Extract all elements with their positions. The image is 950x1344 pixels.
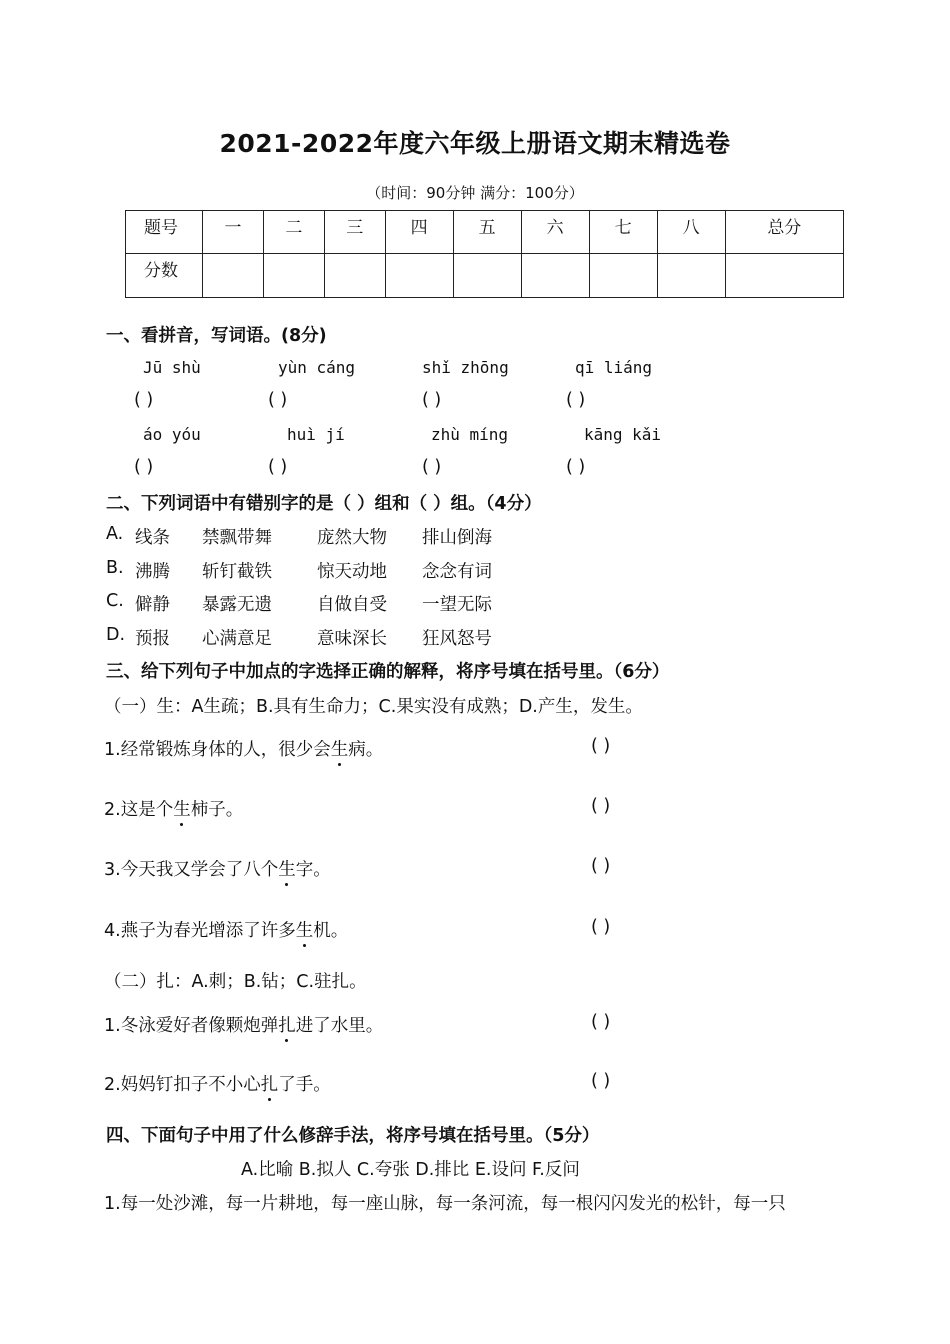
option-label: A.	[106, 524, 124, 544]
score-cell[interactable]	[324, 254, 385, 298]
question-text: 1.冬泳爱好者像颗炮弹	[104, 1016, 279, 1036]
option-word: 意味深长	[317, 629, 387, 649]
option-word: 预报	[135, 629, 170, 649]
dotted-char: 生	[173, 796, 191, 821]
answer-blank[interactable]: ( )	[591, 1012, 611, 1032]
pinyin: yùn cáng	[278, 358, 356, 377]
question-text: 柿子。	[190, 800, 244, 820]
pinyin: kāng kǎi	[584, 425, 662, 444]
exam-info: （时间：90分钟 满分：100分）	[366, 184, 584, 202]
option-label: B.	[106, 558, 124, 578]
answer-blank[interactable]: ( )	[591, 917, 611, 937]
score-table	[125, 210, 844, 298]
score-header-cell: 二	[263, 211, 324, 254]
option-word: 狂风怒号	[422, 629, 492, 649]
pinyin: zhù míng	[431, 425, 509, 444]
score-row-label: 分数	[126, 254, 203, 298]
question-text: 病。	[348, 740, 384, 760]
option-word: 一望无际	[422, 595, 492, 615]
answer-blank[interactable]: ( )	[591, 1071, 611, 1091]
question-text: 2.这是个	[104, 800, 174, 820]
score-header-cell: 四	[385, 211, 453, 254]
answer-blank[interactable]: ( )	[134, 390, 154, 410]
section-3-heading: 三、给下列句子中加点的字选择正确的解释，将序号填在括号里。（6分）	[106, 662, 670, 682]
option-word: 自做自受	[317, 595, 387, 615]
score-cell[interactable]	[725, 254, 843, 298]
question-text: 了手。	[278, 1075, 331, 1095]
question-item	[104, 1071, 331, 1096]
question-text: 3.今天我又学会了八个	[104, 860, 279, 880]
score-cell[interactable]	[263, 254, 324, 298]
option-word: 排山倒海	[422, 528, 492, 548]
option-word: 线条	[135, 528, 170, 548]
option-word: 沸腾	[135, 562, 170, 582]
question-text: 2.妈妈钉扣子不小心	[104, 1075, 261, 1095]
answer-blank[interactable]: ( )	[566, 390, 586, 410]
option-word: 斩钉截铁	[202, 562, 272, 582]
score-header-cell: 题号	[126, 211, 203, 254]
option-word: 念念有词	[422, 562, 492, 582]
score-cell[interactable]	[589, 254, 657, 298]
question-text: 1.经常锻炼身体的人，很少会	[104, 740, 331, 760]
score-header-cell: 一	[203, 211, 264, 254]
part-2-intro: （二）扎：A.刺；B.钻；C.驻扎。	[104, 972, 367, 992]
answer-blank[interactable]: ( )	[591, 736, 611, 756]
pinyin: huì jí	[287, 425, 345, 444]
option-word: 僻静	[135, 595, 170, 615]
option-label: D.	[106, 625, 126, 645]
question-text: 字。	[295, 860, 331, 880]
option-label: C.	[106, 591, 124, 611]
option-word: 庞然大物	[317, 528, 387, 548]
option-word: 禁飘带舞	[202, 528, 272, 548]
dotted-char: 生	[331, 736, 349, 761]
question-item	[104, 796, 243, 821]
answer-blank[interactable]: ( )	[422, 457, 442, 477]
score-cell[interactable]	[203, 254, 264, 298]
pinyin: áo yóu	[143, 425, 201, 444]
question-text: 4.燕子为春光增添了许多	[104, 921, 296, 941]
question-item	[104, 917, 348, 942]
score-header-cell: 五	[453, 211, 521, 254]
pinyin: Jū shù	[143, 358, 201, 377]
dotted-char: 生	[278, 856, 296, 881]
question-text: 进了水里。	[295, 1016, 384, 1036]
answer-blank[interactable]: ( )	[591, 856, 611, 876]
section-1-heading: 一、看拼音，写词语。(8分)	[106, 326, 327, 346]
option-word: 心满意足	[202, 629, 272, 649]
score-cell[interactable]	[521, 254, 589, 298]
section-4-heading: 四、下面句子中用了什么修辞手法，将序号填在括号里。（5分）	[106, 1126, 600, 1146]
answer-blank[interactable]: ( )	[591, 796, 611, 816]
dotted-char: 生	[296, 917, 314, 942]
score-header-cell: 七	[589, 211, 657, 254]
answer-blank[interactable]: ( )	[268, 457, 288, 477]
score-cell[interactable]	[453, 254, 521, 298]
score-header-cell: 八	[657, 211, 725, 254]
dotted-char: 扎	[261, 1071, 279, 1096]
score-cell[interactable]	[385, 254, 453, 298]
question-item	[104, 736, 383, 761]
rhetoric-choices: A.比喻 B.拟人 C.夸张 D.排比 E.设问 F.反问	[241, 1160, 580, 1180]
pinyin: qī liáng	[575, 358, 653, 377]
score-header-cell: 三	[324, 211, 385, 254]
question-item	[104, 856, 331, 881]
page-title: 2021-2022年度六年级上册语文期末精选卷	[219, 129, 731, 158]
score-header-cell: 六	[521, 211, 589, 254]
pinyin: shǐ zhōng	[422, 358, 509, 377]
score-cell[interactable]	[657, 254, 725, 298]
question-item	[104, 1012, 383, 1037]
answer-blank[interactable]: ( )	[134, 457, 154, 477]
score-header-cell: 总分	[725, 211, 843, 254]
answer-blank[interactable]: ( )	[566, 457, 586, 477]
question-text: 机。	[313, 921, 349, 941]
option-word: 惊天动地	[317, 562, 387, 582]
answer-blank[interactable]: ( )	[422, 390, 442, 410]
dotted-char: 扎	[278, 1012, 296, 1037]
option-word: 暴露无遗	[202, 595, 272, 615]
section-2-heading: 二、下列词语中有错别字的是（ ）组和（ ）组。（4分）	[106, 494, 542, 514]
answer-blank[interactable]: ( )	[268, 390, 288, 410]
question-item: 1.每一处沙滩，每一片耕地，每一座山脉，每一条河流，每一根闪闪发光的松针，每一只	[104, 1194, 786, 1214]
part-1-intro: （一）生：A生疏；B.具有生命力；C.果实没有成熟；D.产生，发生。	[104, 697, 643, 717]
